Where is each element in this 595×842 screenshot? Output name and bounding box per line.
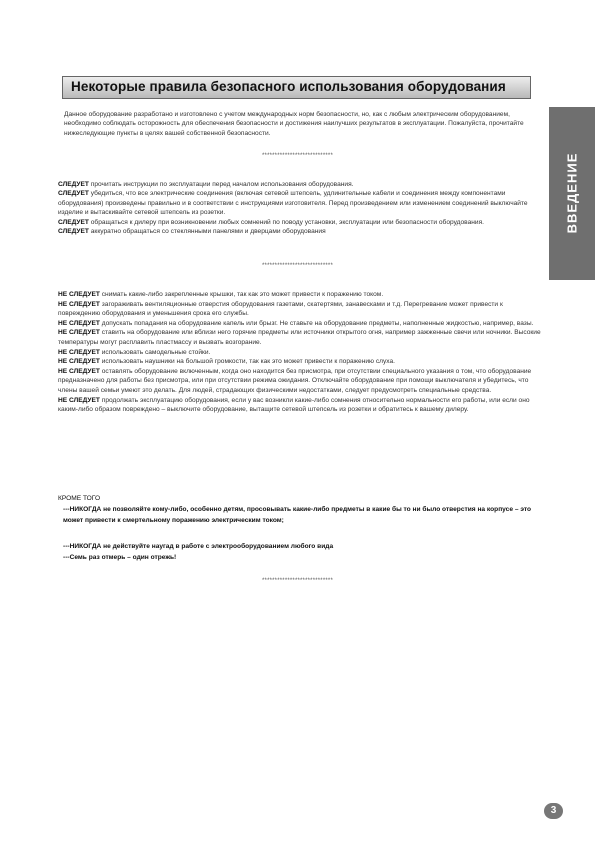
extra-line-3: ---Семь раз отмерь – один отрежь! <box>63 554 177 561</box>
separator-2: **************************** <box>262 263 333 269</box>
should-item: СЛЕДУЕТ убедиться, что все электрические соединения (включая сетевой штепсель, удлинительные кабели и соединения между компонентами оборудования) произведены правильно и в соответствии с инструкциями изготовителя. Перед произведением или изменением соединений выключайте изделие и вытаскивайте сетевой штепсель из розетки. <box>58 190 528 217</box>
extra-heading: КРОМЕ ТОГО <box>58 495 101 502</box>
should-not-item: НЕ СЛЕДУЕТ загораживать вентиляционные отверстия оборудования газетами, скатертями, занавесками и т.д. Перегревание может привести к повреждению оборудования и уменьшения срока его службы. <box>58 300 503 318</box>
should-not-item: НЕ СЛЕДУЕТ снимать какие-либо закрепленные крышки, так как это может привести к поражению током. <box>58 291 384 298</box>
should-not-item: НЕ СЛЕДУЕТ использовать самодельные стойки. <box>58 348 211 356</box>
intro-paragraph: Данное оборудование разработано и изготовлено с учетом международных норм безопасности, но, как с любым электрическим оборудованием, необходимо соблюдать осторожность для обеспечения безопасности и достижения наилучших результатов в эксплуатации. Пожалуйста, прочитайте нижеследующие пункты в целях вашей собственной безопасности. <box>64 111 524 137</box>
should-not-item: НЕ СЛЕДУЕТ продолжать эксплуатацию оборудования, если у вас возникли какие-либо сомнения относительно нормальности его работы, или если оно каким-либо образом повреждено – выключите оборудование, вытащите сетевой штепсель из розетки и обратитесь к вашему дилеру. <box>58 396 530 414</box>
should-item: СЛЕДУЕТ аккуратно обращаться со стеклянными панелями и дверцами оборудования <box>58 228 326 236</box>
should-not-item: НЕ СЛЕДУЕТ ставить на оборудование или вблизи него горячие предметы или источники открытого огня, например зажженные свечи или ночники. Высокие температуры могут расплавить пластмассу и вызвать возгорание. <box>58 329 541 346</box>
extra-line-2: ---НИКОГДА не действуйте наугад в работе с электрооборудованием любого вида <box>63 543 334 550</box>
should-not-item: НЕ СЛЕДУЕТ допускать попадания на оборудование капель или брызг. Не ставьте на оборудование предметы, наполненные жидкостью, например, вазы. <box>58 319 534 327</box>
separator-3: **************************** <box>262 578 333 584</box>
should-list <box>58 180 546 236</box>
side-tab <box>549 107 595 280</box>
side-tab-label: ВВЕДЕНИЕ <box>564 152 580 234</box>
should-item: СЛЕДУЕТ обращаться к дилеру при возникновении любых сомнений по поводу установки, эксплуатации или безопасности оборудования. <box>58 218 485 226</box>
should-item: СЛЕДУЕТ прочитать инструкции по эксплуатации перед началом использования оборудования. <box>58 181 354 188</box>
page-number: 3 <box>544 803 563 819</box>
should-not-list <box>58 290 546 415</box>
extra-line-1: ---НИКОГДА не позволяйте кому-либо, особенно детям, просовывать какие-либо предметы в какие бы то ни было отверстия на корпусе – это может привести к смертельному поражению электрическим током; <box>63 506 532 525</box>
section-header-bar <box>62 76 531 99</box>
separator-1: **************************** <box>262 153 333 159</box>
should-not-item: НЕ СЛЕДУЕТ использовать наушники на большой громкости, так как это может привести к поражению слуха. <box>58 358 395 366</box>
should-not-item: НЕ СЛЕДУЕТ оставлять оборудование включенным, когда оно находится без присмотра, при отсутствии специального указания о том, что оборудование предназначено для работы без присмотра, или при отсутствии режима ожидания. Отключайте оборудование при помощи выключателя и убедитесь, что члены вашей семьи умеют это делать. Для людей, страдающих физическими недостатками, следует предусмотреть специальные средства. <box>58 367 532 394</box>
page-title: Некоторые правила безопасного использования оборудования <box>71 79 506 94</box>
